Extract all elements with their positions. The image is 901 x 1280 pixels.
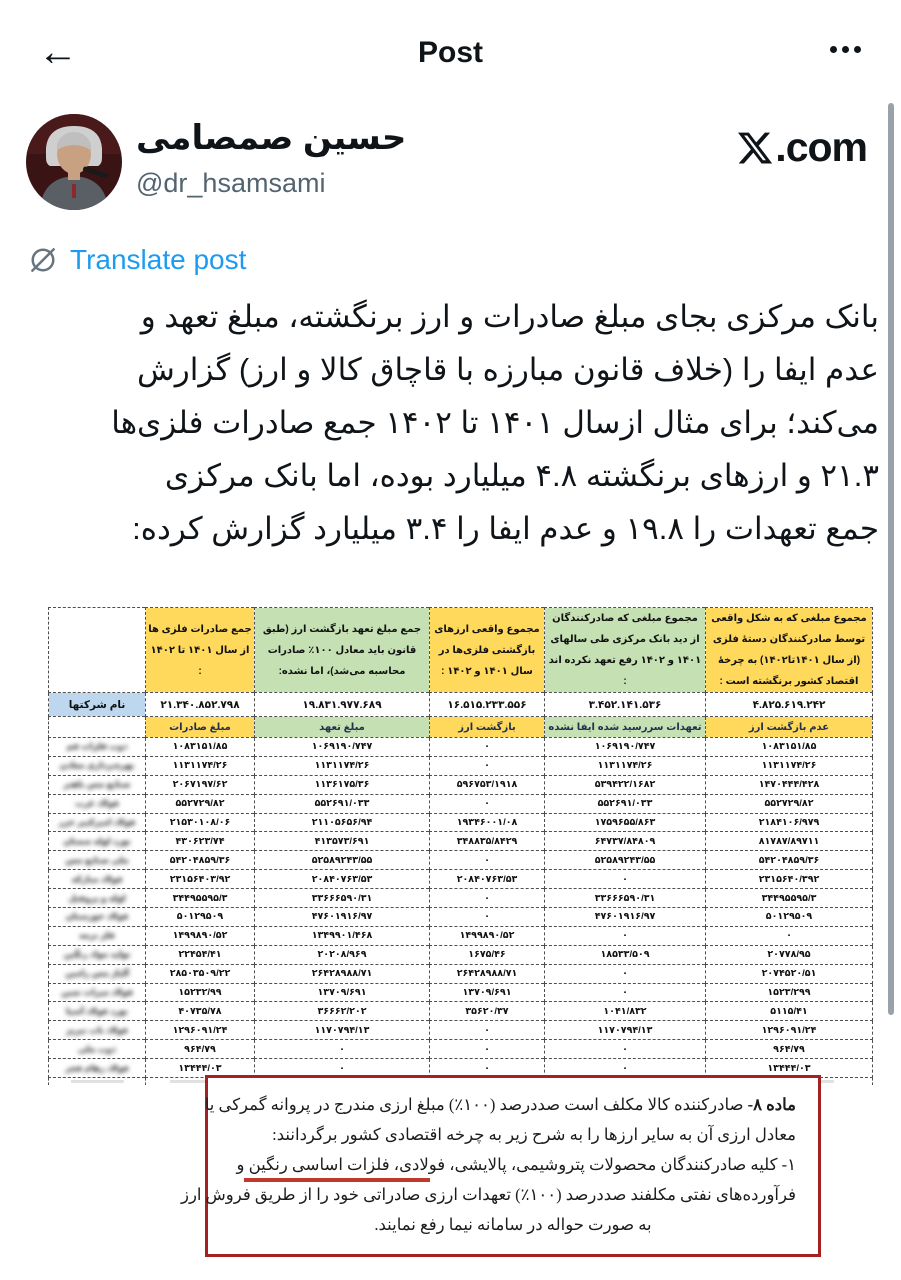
tweet-line: جمع تعهدات را ۱۹.۸ و عدم ایفا را ۳.۴ میلیارد گزارش کرده: bbox=[132, 511, 879, 546]
cell-value: ۱۱۳۱۱۷۴/۲۶ bbox=[706, 756, 873, 775]
company-name-blurred: ملی صنایع مس bbox=[49, 851, 146, 870]
cell-value: ۹۶۴/۷۹ bbox=[706, 1040, 873, 1059]
column-sublabel: بازگشت ارز bbox=[430, 717, 545, 738]
cell-value: ۱۰۸۳۱۵۱/۸۵ bbox=[706, 738, 873, 757]
cell-value: ۳۳۶۶۶۵۹۰/۳۱ bbox=[545, 889, 706, 908]
law-line: ماده ۸- صادرکننده کالا مکلف است صددرصد (۱۰۰٪) مبلغ ارزی مندرج در پروانه گمرکی یا bbox=[204, 1095, 796, 1114]
company-name-blurred: تولید مواد رنگین bbox=[49, 945, 146, 964]
company-name-blurred: فولاد امیرکبیر خزر bbox=[49, 813, 146, 832]
column-header bbox=[49, 608, 146, 693]
law-line: به صورت حواله در سامانه نیما رفع نمایند. bbox=[374, 1215, 652, 1234]
cell-value: ۵۵۲۶۹۱/۰۳۳ bbox=[545, 794, 706, 813]
cell-value: ۱۰۶۹۱۹۰/۷۴۷ bbox=[545, 738, 706, 757]
table-row bbox=[49, 889, 873, 908]
cell-value: ۲۱۸۴۱۰۶/۹۷۹ bbox=[706, 813, 873, 832]
column-sublabel: عدم بازگشت ارز bbox=[706, 717, 873, 738]
cell-value: ۰ bbox=[706, 926, 873, 945]
cell-value: ۸۱۷۸۷/۸۹۷۱۱ bbox=[706, 832, 873, 851]
cell-value: ۲۰۷۷۸/۹۵ bbox=[706, 945, 873, 964]
company-name-blurred: فولاد خوزستان bbox=[49, 908, 146, 927]
cell-value: ۳۶۶۶۲/۲۰۲ bbox=[255, 1002, 430, 1021]
cell-value: ۲۰۸۴۰۷۶۳/۵۳ bbox=[430, 870, 545, 889]
company-name-blurred: فولاد مبارکه bbox=[49, 870, 146, 889]
cell-value: ۵۲۵۸۹۲۴۳/۵۵ bbox=[255, 851, 430, 870]
dot-icon bbox=[842, 46, 849, 53]
company-name-blurred: بهره‌برداری معادن bbox=[49, 756, 146, 775]
cell-value: ۳۴۸۸۳۵/۸۴۲۹ bbox=[430, 832, 545, 851]
column-sublabel bbox=[49, 717, 146, 738]
company-name-blurred: فولاد غرب bbox=[49, 794, 146, 813]
cell-value: ۱۳۷۰۹/۶۹۱ bbox=[255, 983, 430, 1002]
tweet-line: بانک مرکزی بجای مبلغ صادرات و ارز برنگشته، مبلغ تعهد و bbox=[140, 299, 879, 334]
column-total: ۱۶.۵۱۵.۲۳۳.۵۵۶ bbox=[430, 693, 545, 717]
xcom-link[interactable] bbox=[736, 124, 867, 171]
cell-value: ۱۲۹۶۰۹۱/۲۴ bbox=[146, 1021, 255, 1040]
cell-value: ۱۱۳۱۱۷۴/۲۶ bbox=[545, 756, 706, 775]
table-header-row bbox=[49, 608, 873, 693]
cell-value: ۱۱۳۱۱۷۴/۲۶ bbox=[146, 756, 255, 775]
cell-value: ۵۲۵۸۹۲۴۳/۵۵ bbox=[545, 851, 706, 870]
cell-value: ۱۱۳۱۱۷۴/۲۶ bbox=[255, 756, 430, 775]
translate-post-button[interactable] bbox=[28, 244, 246, 276]
avatar[interactable] bbox=[26, 114, 122, 210]
cell-value: ۵۵۲۷۲۹/۸۲ bbox=[146, 794, 255, 813]
red-underline-mark bbox=[244, 1178, 430, 1182]
back-button[interactable]: ← bbox=[34, 28, 82, 76]
cell-value: ۰ bbox=[545, 1040, 706, 1059]
translate-icon bbox=[28, 245, 58, 275]
law-line: ۱- کلیه صادرکنندگان محصولات پتروشیمی، پالایشی، فولادی، فلزات اساسی رنگین و bbox=[236, 1155, 796, 1174]
cell-value: ۲۱۱۰۵۶۵۶/۹۴ bbox=[255, 813, 430, 832]
cell-value: ۱۶۷۵/۴۶ bbox=[430, 945, 545, 964]
cell-value: ۱۹۳۴۶۰۰۱/۰۸ bbox=[430, 813, 545, 832]
dot-icon bbox=[854, 46, 861, 53]
company-name-blurred: نورد فولاد آسیا bbox=[49, 1002, 146, 1021]
column-header: مجموع مبلغی که صادرکنندگان از دید بانک مرکزی طی سالهای ۱۴۰۱ و ۱۴۰۲ رفع تعهد نکرده اند : bbox=[545, 608, 706, 693]
column-header: جمع مبلغ تعهد بازگشت ارز (طبق قانون باید معادل ۱۰۰٪ صادرات محاسبه می‌شد)، اما نشده: bbox=[255, 608, 430, 693]
cell-value: ۳۴۴۹۵۵۹۵/۳ bbox=[706, 889, 873, 908]
cell-value: ۲۸۵۰۳۵۰۹/۲۲ bbox=[146, 964, 255, 983]
cell-value: ۵۳۹۴۲۲/۱۶۸۲ bbox=[545, 775, 706, 794]
cell-value: ۱۵۲۳۲/۹۹ bbox=[146, 983, 255, 1002]
avatar-photo bbox=[26, 114, 122, 210]
cell-value: ۴۱۳۵۷۳/۶۹۱ bbox=[255, 832, 430, 851]
table-sublabel-row bbox=[49, 717, 873, 738]
cell-value: ۴۳۰۶۲۳/۷۴ bbox=[146, 832, 255, 851]
cell-value: ۱۳۴۴۴/۰۳ bbox=[146, 1059, 255, 1078]
table-row bbox=[49, 1040, 873, 1059]
translate-label: Translate post bbox=[70, 244, 247, 275]
cell-value: ۱۰۶۹۱۹۰/۷۴۷ bbox=[255, 738, 430, 757]
cell-value: ۰ bbox=[255, 1059, 430, 1078]
cell-value: ۰ bbox=[430, 794, 545, 813]
cell-value: ۳۳۶۶۶۵۹۰/۳۱ bbox=[255, 889, 430, 908]
x-logo-icon bbox=[736, 129, 774, 167]
cell-value: ۵۴۲۰۴۸۵۹/۳۶ bbox=[706, 851, 873, 870]
company-name-blurred: فولاد رهام فجر bbox=[49, 1059, 146, 1078]
cell-value: ۲۳۱۵۶۴۰۳/۹۲ bbox=[146, 870, 255, 889]
display-name[interactable]: حسین صمصامی bbox=[136, 119, 407, 157]
company-name-blurred: صنایع مس باهنر bbox=[49, 775, 146, 794]
exports-report-table bbox=[48, 607, 873, 1085]
table-row bbox=[49, 775, 873, 794]
cell-value: ۱۵۲۳/۲۹۹ bbox=[706, 983, 873, 1002]
cell-value: ۱۴۹۹۸۹۰/۵۲ bbox=[430, 926, 545, 945]
overflow-menu-button[interactable] bbox=[824, 40, 867, 59]
cell-value: ۳۵۶۲۰/۳۷ bbox=[430, 1002, 545, 1021]
cell-value: ۰ bbox=[430, 908, 545, 927]
cell-value: ۰ bbox=[430, 1040, 545, 1059]
cell-value: ۲۶۴۲۸۹۸۸/۷۱ bbox=[430, 964, 545, 983]
company-name-blurred: لوله و پروفیل bbox=[49, 889, 146, 908]
table-row bbox=[49, 738, 873, 757]
cell-value: ۱۲۹۶۰۹۱/۲۴ bbox=[706, 1021, 873, 1040]
company-name-blurred: آلیاژ مس رامین bbox=[49, 964, 146, 983]
companies-column-label: نام شرکتها bbox=[49, 693, 146, 717]
cell-value: ۰ bbox=[545, 870, 706, 889]
company-name-blurred: فولاد ناب تبریز bbox=[49, 1021, 146, 1040]
cell-value: ۵۵۲۶۹۱/۰۳۳ bbox=[255, 794, 430, 813]
user-handle[interactable]: @dr_hsamsami bbox=[136, 168, 326, 198]
page-title: Post bbox=[417, 36, 483, 69]
table-row bbox=[49, 926, 873, 945]
company-name-blurred: ذوب فلزات قم bbox=[49, 738, 146, 757]
law-article8-box bbox=[181, 1075, 821, 1257]
cell-value: ۰ bbox=[545, 926, 706, 945]
cell-value: ۰ bbox=[430, 738, 545, 757]
cell-value: ۰ bbox=[545, 964, 706, 983]
cell-value: ۱۴۹۹۸۹۰/۵۲ bbox=[146, 926, 255, 945]
company-name-blurred: نورد لوله سمنان bbox=[49, 832, 146, 851]
column-header: مجموع مبلغی که به شکل واقعی توسط صادرکنندگان دستهٔ فلزی (از سال ۱۴۰۱تا۱۴۰۲) به چرخهٔ اقتصاد کشور برنگشته است : bbox=[706, 608, 873, 693]
cell-value: ۱۱۳۶۱۷۵/۳۶ bbox=[255, 775, 430, 794]
cell-value: ۱۱۷۰۷۹۴/۱۳ bbox=[255, 1021, 430, 1040]
cell-value: ۱۴۷۰۴۴۴/۴۲۸ bbox=[706, 775, 873, 794]
cell-value: ۰ bbox=[545, 1059, 706, 1078]
cell-value: ۲۱۵۳۰۱۰۸/۰۶ bbox=[146, 813, 255, 832]
table-row bbox=[49, 908, 873, 927]
table-row bbox=[49, 832, 873, 851]
cell-value: ۲۰۸۴۰۷۶۳/۵۳ bbox=[255, 870, 430, 889]
cell-value: ۲۰۷۴۵۲۰/۵۱ bbox=[706, 964, 873, 983]
column-total: ۲۱.۳۴۰.۸۵۲.۷۹۸ bbox=[146, 693, 255, 717]
column-header: جمع صادرات فلزی ها از سال ۱۴۰۱ تا ۱۴۰۲ : bbox=[146, 608, 255, 693]
cell-value: ۵۴۲۰۴۸۵۹/۳۶ bbox=[146, 851, 255, 870]
tweet-text bbox=[18, 290, 879, 555]
cell-value: ۲۰۲۰۸/۹۶۹ bbox=[255, 945, 430, 964]
cell-value: ۵۹۶۷۵۳/۱۹۱۸ bbox=[430, 775, 545, 794]
cell-value: ۵۵۲۷۲۹/۸۲ bbox=[706, 794, 873, 813]
dot-icon bbox=[830, 46, 837, 53]
tweet-line: ۲۱.۳ و ارزهای برنگشته ۴.۸ میلیارد بوده، اما بانک مرکزی bbox=[164, 458, 879, 493]
company-name-blurred: فولاد میراث ثمین bbox=[49, 983, 146, 1002]
cell-value: ۴۷۶۰۱۹۱۶/۹۷ bbox=[255, 908, 430, 927]
cell-value: ۴۰۷۳۵/۷۸ bbox=[146, 1002, 255, 1021]
cell-value: ۰ bbox=[430, 1021, 545, 1040]
table-row bbox=[49, 945, 873, 964]
cell-value: ۱۰۴۱/۸۳۲ bbox=[545, 1002, 706, 1021]
cutoff-cell bbox=[49, 1078, 146, 1086]
cell-value: ۰ bbox=[430, 756, 545, 775]
table-row bbox=[49, 813, 873, 832]
vertical-scrollbar[interactable] bbox=[888, 103, 894, 1015]
cell-value: ۶۴۷۳۷/۸۴۸۰۹ bbox=[545, 832, 706, 851]
cell-value: ۰ bbox=[545, 983, 706, 1002]
cell-value: ۵۱۱۵/۴۱ bbox=[706, 1002, 873, 1021]
law-line: معادل ارزی آن به سایر ارزها را به شرح زیر به چرخه اقتصادی کشور برگردانند: bbox=[272, 1125, 796, 1144]
cell-value: ۱۰۸۳۱۵۱/۸۵ bbox=[146, 738, 255, 757]
cell-value: ۰ bbox=[430, 889, 545, 908]
cell-value: ۵۰۱۲۹۵۰۹ bbox=[706, 908, 873, 927]
table-row bbox=[49, 1002, 873, 1021]
cell-value: ۱۳۴۹۹۰۱/۴۶۸ bbox=[255, 926, 430, 945]
cell-value: ۲۲۴۵۴/۴۱ bbox=[146, 945, 255, 964]
table-row bbox=[49, 756, 873, 775]
table-row bbox=[49, 794, 873, 813]
cell-value: ۱۷۵۹۶۵۵/۸۶۳ bbox=[545, 813, 706, 832]
column-sublabel: تعهدات سررسید شده ایفا نشده bbox=[545, 717, 706, 738]
tweet-line: می‌کند؛ برای مثال ازسال ۱۴۰۱ تا ۱۴۰۲ جمع صادرات فلزی‌ها bbox=[111, 405, 879, 440]
table-totals-row bbox=[49, 693, 873, 717]
exports-report-table-image[interactable] bbox=[48, 607, 872, 1085]
company-name-blurred: ذوب ملی bbox=[49, 1040, 146, 1059]
cell-value: ۰ bbox=[430, 851, 545, 870]
cell-value: ۹۶۴/۷۹ bbox=[146, 1040, 255, 1059]
table-row bbox=[49, 870, 873, 889]
cell-value: ۴۷۶۰۱۹۱۶/۹۷ bbox=[545, 908, 706, 927]
table-row bbox=[49, 1021, 873, 1040]
column-sublabel: مبلغ تعهد bbox=[255, 717, 430, 738]
column-header: مجموع واقعی ارزهای بازگشتی فلزی‌ها در سال ۱۴۰۱ و ۱۴۰۲ : bbox=[430, 608, 545, 693]
cell-value: ۱۳۷۰۹/۶۹۱ bbox=[430, 983, 545, 1002]
column-total: ۳.۴۵۲.۱۴۱.۵۳۶ bbox=[545, 693, 706, 717]
column-total: ۱۹.۸۳۱.۹۷۷.۶۸۹ bbox=[255, 693, 430, 717]
table-row bbox=[49, 983, 873, 1002]
tweet-line: عدم ایفا را (خلاف قانون مبارزه با قاچاق کالا و ارز) گزارش bbox=[136, 352, 879, 387]
law-article-label: ماده ۸- bbox=[747, 1095, 796, 1114]
table-row bbox=[49, 964, 873, 983]
cell-value: ۲۳۱۵۶۴۰/۳۹۲ bbox=[706, 870, 873, 889]
cell-value: ۵۰۱۲۹۵۰۹ bbox=[146, 908, 255, 927]
cell-value: ۱۱۷۰۷۹۴/۱۳ bbox=[545, 1021, 706, 1040]
cell-value: ۲۰۶۷۱۹۷/۶۲ bbox=[146, 775, 255, 794]
cell-value: ۳۴۴۹۵۵۹۵/۳ bbox=[146, 889, 255, 908]
law-line: فرآورده‌های نفتی مکلفند صددرصد (۱۰۰٪) تعهدات ارزی صادراتی خود را از طریق فروش ارز bbox=[181, 1185, 796, 1204]
company-name-blurred: فلز ترمه bbox=[49, 926, 146, 945]
cell-value: ۰ bbox=[430, 1059, 545, 1078]
xcom-label: .com bbox=[775, 124, 867, 170]
column-total: ۴.۸۲۵.۶۱۹.۲۴۲ bbox=[706, 693, 873, 717]
column-sublabel: مبلغ صادرات bbox=[146, 717, 255, 738]
table-row bbox=[49, 851, 873, 870]
cell-value: ۱۳۴۴۴/۰۳ bbox=[706, 1059, 873, 1078]
cell-value: ۱۸۵۳۳/۵۰۹ bbox=[545, 945, 706, 964]
cell-value: ۲۶۴۲۸۹۸۸/۷۱ bbox=[255, 964, 430, 983]
cell-value: ۰ bbox=[255, 1040, 430, 1059]
